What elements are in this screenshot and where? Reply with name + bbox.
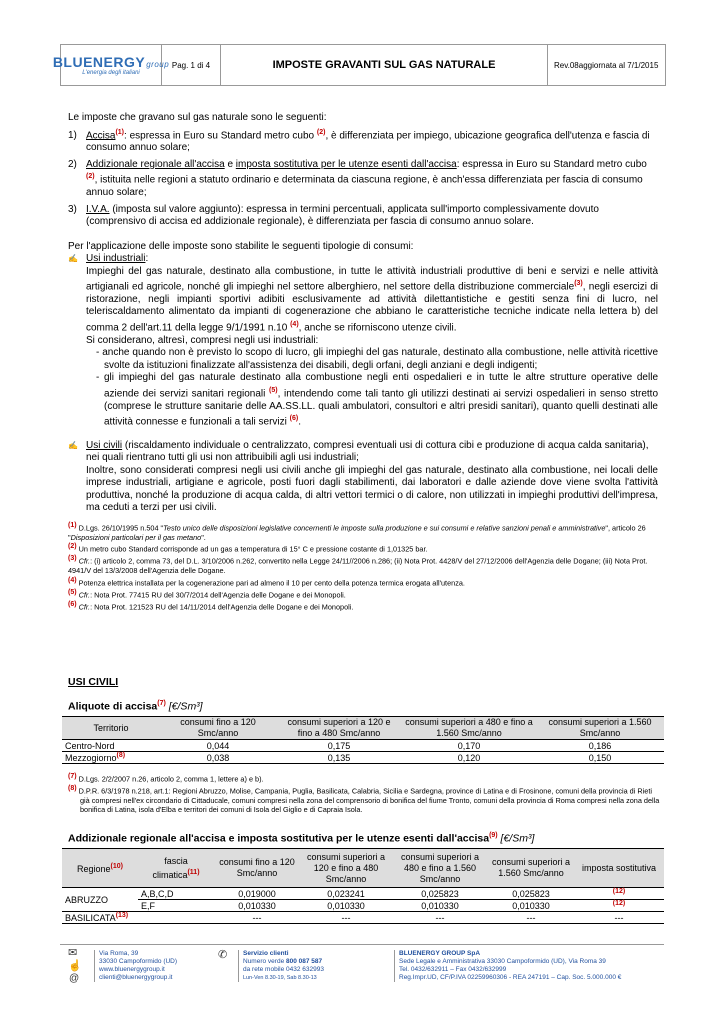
table-cell: --- bbox=[300, 912, 392, 924]
logo-brand: BLUENERGYgroup bbox=[52, 54, 170, 70]
at-sign-icon: @ bbox=[69, 973, 80, 984]
table-cell: 0,010330 bbox=[392, 900, 488, 912]
table-cell: 0,025823 bbox=[392, 888, 488, 900]
item-label: I.V.A. bbox=[86, 203, 110, 215]
footnote-ref: (2) bbox=[316, 128, 326, 136]
accisa-notes bbox=[68, 772, 660, 815]
footnote-ref: (9) bbox=[489, 832, 498, 839]
phone-icon: ✆ bbox=[218, 949, 228, 961]
footnote-ref: (6) bbox=[68, 600, 77, 608]
column-header: consumi fino a 120 Smc/anno bbox=[214, 849, 300, 888]
footnote-ref: (11) bbox=[187, 868, 200, 876]
table-cell: 0,010330 bbox=[488, 900, 574, 912]
pencil-bullet-icon: ✍ bbox=[68, 254, 78, 264]
item-label: Accisa bbox=[86, 129, 116, 141]
accisa-heading bbox=[68, 700, 203, 713]
footnote-ref: (8) bbox=[116, 752, 126, 759]
footnote-ref: (12) bbox=[612, 888, 626, 895]
paragraph-text: , negli esercizi di ristorazione, negli impianti sportivi adibiti esclusivamente ad attività dilettantistiche e gestiti senza fini di lucro, nel teleriscaldamento alimentato da impianti di cogenerazione che abbiano le caratteristiche tecniche indicate nella lettera b) del comma 2 dell'art.11 della legge 9/1/1991 n.10 bbox=[86, 281, 659, 334]
footer-contact bbox=[94, 950, 177, 982]
main-body bbox=[68, 112, 658, 612]
table-cell: 0,038 bbox=[160, 752, 276, 764]
industrial-description bbox=[68, 266, 658, 429]
item-label: imposta sostitutiva per le utenze esenti dall'accisa bbox=[235, 158, 457, 170]
revision-info bbox=[548, 45, 665, 85]
footnote-ref: (5) bbox=[269, 386, 278, 394]
intro-text: Le imposte che gravano sul gas naturale sono le seguenti: bbox=[68, 112, 327, 123]
address-line: Via Roma, 39 bbox=[99, 950, 139, 957]
document-title: IMPOSTE GRAVANTI SUL GAS NATURALE bbox=[221, 45, 548, 85]
table-cell: E,F bbox=[138, 900, 214, 912]
table-header-row bbox=[62, 717, 664, 740]
table-cell: 0,150 bbox=[536, 752, 664, 764]
header-text: Regione bbox=[77, 864, 111, 874]
footnote-text: Disposizioni particolari per il gas metano bbox=[70, 532, 202, 542]
footnotes bbox=[68, 521, 658, 612]
footnote-text: D.P.R. 6/3/1978 n.218, art.1: Regioni Abruzzo, Molise, Campania, Puglia, Basilicata, Calabria, Sicilia e Sardegna, province di Latina e di Frosinone, comuni della provincia di Rieti già compresi nell'ex circondario di Cittaducale, comuni compresi nella zona del comprensorio di bonifica del fiume Tronto, comuni della provincia di Roma compresi nella zona della bonifica di Latina, isola d'Elba e territori dei comuni di Isola del Giglio e di Capraia Isola. bbox=[76, 786, 660, 815]
column-header: consumi superiori a 480 e fino a 1.560 Smc/anno bbox=[402, 717, 536, 740]
column-header: consumi superiori a 120 e fino a 480 Smc/anno bbox=[300, 849, 392, 888]
usi-civili-heading: USI CIVILI bbox=[68, 676, 119, 688]
addizionale-heading bbox=[68, 832, 534, 845]
item-accisa bbox=[68, 127, 658, 155]
document-header bbox=[52, 44, 666, 86]
addizionale-table bbox=[62, 848, 664, 924]
logo-tagline: L'energia degli italiani bbox=[82, 70, 140, 76]
row-label-text: BASILICATA bbox=[65, 913, 116, 923]
footnote-ref: (3) bbox=[574, 280, 583, 288]
footnote-text: D.Lgs. 26/10/1995 n.504 " bbox=[76, 523, 164, 533]
footnote-text: Testo unico delle disposizioni legislative concernenti le imposte sulla produzione e sui consumi e relative sanzioni penali e amministrative bbox=[163, 523, 606, 533]
table-cell bbox=[574, 888, 664, 900]
footnote-text: Cfr. bbox=[76, 590, 91, 600]
footnote-text: ". bbox=[201, 532, 206, 542]
service-title: Servizio clienti bbox=[243, 950, 289, 957]
footer-service bbox=[238, 950, 324, 982]
footnote-text: Cfr. bbox=[76, 556, 91, 566]
footnote-ref: (8) bbox=[68, 784, 77, 792]
footnote-ref: (7) bbox=[157, 700, 166, 707]
footnote-ref: (1) bbox=[115, 128, 125, 136]
revision-date: aggiornata al 7/1/2015 bbox=[578, 60, 659, 70]
table-cell: 0,170 bbox=[402, 740, 536, 752]
civil-uses bbox=[68, 440, 658, 465]
footnote-5 bbox=[68, 588, 658, 600]
footnote-ref: (10) bbox=[110, 863, 123, 870]
company-address: Sede Legale e Amministrativa 33030 Campoformido (UD), Via Roma 39 bbox=[399, 958, 606, 965]
company-name: BLUENERGY GROUP SpA bbox=[399, 950, 481, 957]
table-row bbox=[62, 740, 664, 752]
footnote-ref: (2) bbox=[68, 543, 77, 551]
column-header: Territorio bbox=[62, 717, 160, 740]
paragraph-text: . bbox=[298, 416, 301, 428]
footnote-text: : Nota Prot. 121523 RU del 14/11/2014 dell'Agenzia delle Dogane e dei Monopoli. bbox=[90, 602, 354, 611]
table-cell: 0,023241 bbox=[300, 888, 392, 900]
column-header bbox=[138, 849, 214, 888]
table-cell: 0,175 bbox=[276, 740, 402, 752]
footnote-ref: (2) bbox=[86, 173, 95, 181]
paragraph-text: , anche se riforniscono utenze civili. bbox=[298, 322, 457, 334]
table-cell: --- bbox=[574, 912, 664, 924]
table-header-row bbox=[62, 849, 664, 888]
row-label bbox=[62, 752, 160, 764]
table-cell: 0,135 bbox=[276, 752, 402, 764]
item-addizionale bbox=[68, 159, 658, 200]
footnote-ref: (7) bbox=[68, 773, 77, 780]
item-number: 2) bbox=[68, 158, 77, 170]
unit-label: [€/Sm³] bbox=[165, 700, 203, 713]
footnote-ref: (5) bbox=[68, 588, 77, 596]
footnote-ref: (6) bbox=[289, 415, 299, 423]
column-header: imposta sostitutiva bbox=[574, 849, 664, 888]
footnote-text: : Nota Prot. 77415 RU del 30/7/2014 dell'Agenzia delle Dogane e dei Monopoli. bbox=[90, 590, 346, 600]
paragraph-text: (riscaldamento individuale o centralizzato, compresi eventuali usi di cottura cibi e produzione di acqua calda sanitaria), nei quali rientrano tutti gli usi non attribuibili agli usi industriali; bbox=[86, 439, 649, 464]
green-number bbox=[243, 958, 324, 966]
footnote-2 bbox=[68, 542, 658, 554]
section-label: Usi industriali bbox=[86, 253, 146, 265]
footnote-ref: (3) bbox=[68, 555, 77, 563]
paragraph-text: Si considerano, altresì, compresi negli usi industriali: bbox=[86, 334, 319, 346]
typologies-intro: Per l'applicazione delle imposte sono stabilite le seguenti tipologie di consumi: bbox=[68, 240, 414, 252]
row-label: Centro-Nord bbox=[62, 740, 160, 752]
column-header: consumi superiori a 1.560 Smc/anno bbox=[536, 717, 664, 740]
phone-number: 800 087 587 bbox=[286, 958, 323, 965]
table-row bbox=[62, 900, 664, 912]
table-row bbox=[62, 912, 664, 924]
column-header: consumi superiori a 480 e fino a 1.560 Smc/anno bbox=[392, 849, 488, 888]
civil-description: Inoltre, sono considerati compresi negli usi civili anche gli impieghi del gas naturale, destinato alla combustione, nei locali delle imprese industriali, artigiane e agricole, posti fuori dagli stabilimenti, dai laboratori e dalle aziende dove viene svolta l'attività produttiva, nonché la produzione di acqua calda, di altri vettori termici o di calore, non utilizzati in impieghi produttivi dell'impresa, ma ceduti a terzi per usi civili. bbox=[86, 464, 658, 514]
footnote-ref: (13) bbox=[115, 912, 129, 919]
page-footer bbox=[60, 944, 664, 991]
email-link[interactable]: clienti@bluenergygroup.it bbox=[99, 974, 173, 981]
row-label bbox=[62, 912, 138, 924]
dash-item: - anche quando non è previsto lo scopo di lucro, gli impieghi del gas naturale, destinato alla combustione, nelle attività ricettive svolte da istituzioni finalizzate all'assistenza dei disabili, degli orfani, degli anziani e degli indigenti; bbox=[96, 347, 658, 371]
footnote-1 bbox=[68, 521, 658, 542]
footnote-text: ", articolo 26 " bbox=[68, 523, 646, 542]
table-cell: --- bbox=[392, 912, 488, 924]
table-cell: A,B,C,D bbox=[138, 888, 214, 900]
footnote-text: Un metro cubo Standard corrisponde ad un gas a temperatura di 15° C e pressione costante di 1,01325 bar. bbox=[76, 544, 428, 554]
column-header bbox=[62, 849, 138, 888]
footnote-text: D.Lgs. 2/2/2007 n.26, articolo 2, comma 1, lettere a) e b). bbox=[76, 774, 264, 784]
table-cell: 0,044 bbox=[160, 740, 276, 752]
footnote-6 bbox=[68, 600, 658, 612]
footnote-text: : (i) articolo 2, comma 73, del D.L. 3/10/2006 n.262, convertito nella Legge 24/11//2006 n.286; (ii) Nota Prot. 4428/V del 27/12/2006 dell'Agenzia delle Dogane; (iii) Nota Prot. 4941/V del 13/3/2008 dell'Agenzia delle Dogane. bbox=[68, 556, 648, 576]
footnote-4 bbox=[68, 576, 658, 588]
table-cell: 0,186 bbox=[536, 740, 664, 752]
footnote-text: Potenza elettrica installata per la cogenerazione pari ad almeno il 10 per cento della potenza termica erogata all'utenza. bbox=[76, 578, 465, 588]
accisa-table bbox=[62, 716, 664, 764]
item-label: Addizionale regionale all'accisa bbox=[86, 158, 225, 170]
item-text: : espressa in Euro su Standard metro cubo bbox=[456, 158, 647, 170]
footnote-8 bbox=[68, 784, 660, 815]
paragraph-text: , intendendo come tali tanto gli utilizzi destinati ai servizi ospedalieri in senso stretto (comprese le strutture sanitarie delle AA.SS.LL. quali ambulatori, consultori e altri presidi sanitari), quanto quelli destinati alle attività connesse e funzionali a tali servizi bbox=[104, 388, 659, 428]
heading-text: Addizionale regionale all'accisa e imposta sostitutiva per le utenze esenti dall'accisa bbox=[68, 832, 490, 845]
company-phone: Tel. 0432/632911 – Fax 0432/632999 bbox=[399, 966, 507, 973]
pencil-bullet-icon: ✍ bbox=[68, 440, 78, 450]
column-header: consumi fino a 120 Smc/anno bbox=[160, 717, 276, 740]
column-header: consumi superiori a 1.560 Smc/anno bbox=[488, 849, 574, 888]
footnote-ref: (4) bbox=[290, 320, 299, 328]
website-link[interactable]: www.bluenergygroup.it bbox=[99, 966, 165, 973]
table-cell bbox=[138, 912, 214, 924]
footnote-ref: (12) bbox=[612, 900, 626, 907]
item-number: 1) bbox=[68, 129, 77, 141]
item-text: : espressa in Euro su Standard metro cubo bbox=[124, 129, 317, 141]
dash-item bbox=[86, 372, 658, 429]
item-number: 3) bbox=[68, 203, 77, 215]
table-cell: 0,120 bbox=[402, 752, 536, 764]
address-line: 33030 Campoformido (UD) bbox=[99, 958, 178, 965]
table-row bbox=[62, 888, 664, 900]
table-cell: 0,010330 bbox=[214, 900, 300, 912]
table-row bbox=[62, 752, 664, 764]
service-text: Numero verde bbox=[243, 958, 286, 965]
pointer-hand-icon: ☝ bbox=[68, 960, 82, 972]
footnote-text: Cfr. bbox=[76, 602, 91, 611]
table-cell: 0,025823 bbox=[488, 888, 574, 900]
industrial-uses: ✍ Usi industriali: bbox=[68, 253, 149, 265]
table-cell: 0,019000 bbox=[214, 888, 300, 900]
table-cell: 0,010330 bbox=[300, 900, 392, 912]
item-text: , istituita nelle regioni a statuto ordinario e determinata da ciascuna regione, è anch'essa differenziata per fascia di consumo annuo solare; bbox=[86, 174, 643, 199]
heading-text: Aliquote di accisa bbox=[68, 700, 158, 713]
revision-number: Rev.08 bbox=[554, 60, 579, 70]
service-text: da rete mobile 0432 632993 bbox=[243, 966, 324, 973]
column-header: consumi superiori a 120 e fino a 480 Smc/anno bbox=[276, 717, 402, 740]
row-label-text: Mezzogiorno bbox=[65, 753, 117, 763]
footnote-3 bbox=[68, 554, 658, 575]
company-registration: Reg.Impr.UD, CF/P.IVA 02259960306 - REA 247191 – Cap. Soc. 5.000.000 € bbox=[399, 974, 622, 981]
service-hours: Lun-Ven 8.30-19, Sab 8.30-13 bbox=[243, 975, 317, 981]
envelope-icon: ✉ bbox=[68, 947, 78, 959]
header-text: fascia climatica bbox=[152, 855, 188, 880]
item-text: e bbox=[224, 158, 236, 170]
footnote-ref: (4) bbox=[68, 576, 77, 584]
item-text: (imposta sul valore aggiunto): espressa in termini percentuali, applicata sull'importo complessivamente dovuto (comprensivo di accisa ed addizionale regionale), è differenziata per fascia di consumo annuo solare. bbox=[86, 203, 599, 228]
unit-label: [€/Sm³] bbox=[497, 832, 535, 845]
table-cell bbox=[574, 900, 664, 912]
footer-company bbox=[394, 950, 621, 982]
table-cell: --- bbox=[488, 912, 574, 924]
page-indicator: Pag. 1 di 4 bbox=[162, 45, 221, 85]
company-logo bbox=[52, 45, 170, 85]
section-label: Usi civili bbox=[86, 439, 123, 451]
logo-group: group bbox=[146, 60, 170, 69]
paragraph-text: Impieghi del gas naturale, destinato alla combustione, in tutte le attività industriali produttive di beni e servizi e nelle attività artigianali ed agricole, nonché gli impieghi nel settore alberghiero, nel settore della distribuzione commerciale bbox=[86, 265, 658, 293]
item-iva bbox=[68, 204, 658, 229]
footnote-ref: (1) bbox=[68, 521, 77, 529]
item-text: , è differenziata per impiego, ubicazione geografica dell'utenza e fascia di consumo annuo solare; bbox=[86, 129, 650, 154]
paragraph-text: - gli impieghi del gas naturale destinato alla combustione negli enti ospedalieri e in tutte le altre strutture operative delle aziende dei servizi sanitari regionali bbox=[96, 372, 658, 400]
row-label: ABRUZZO bbox=[62, 888, 138, 912]
footnote-7 bbox=[68, 772, 660, 784]
table-cell: --- bbox=[214, 912, 300, 924]
